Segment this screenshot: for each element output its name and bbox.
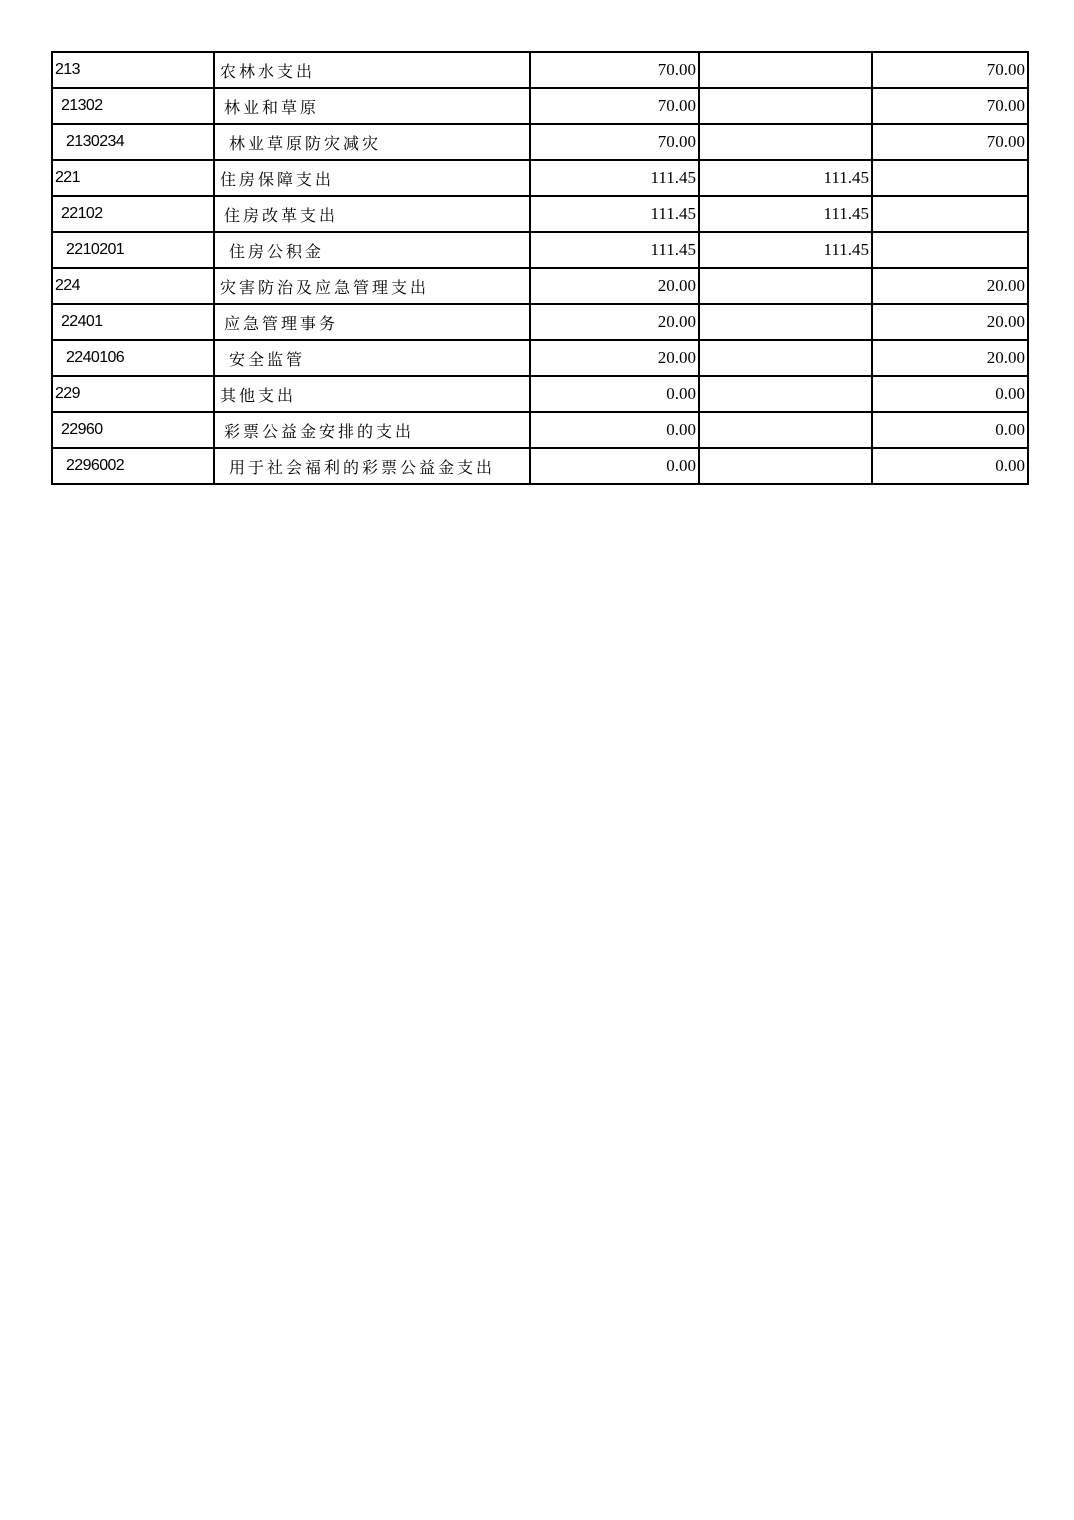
basic-expenditure-cell xyxy=(699,124,872,160)
total-amount-cell: 0.00 xyxy=(530,376,699,412)
total-amount-cell: 0.00 xyxy=(530,448,699,484)
basic-expenditure-cell xyxy=(699,52,872,88)
project-expenditure-cell xyxy=(872,232,1028,268)
subject-name-cell: 安全监管 xyxy=(214,340,530,376)
total-amount-cell: 20.00 xyxy=(530,268,699,304)
subject-code-cell: 221 xyxy=(52,160,214,196)
subject-code-cell: 22401 xyxy=(52,304,214,340)
subject-name-cell: 住房改革支出 xyxy=(214,196,530,232)
subject-name-cell: 用于社会福利的彩票公益金支出 xyxy=(214,448,530,484)
total-amount-cell: 111.45 xyxy=(530,196,699,232)
project-expenditure-cell: 20.00 xyxy=(872,304,1028,340)
project-expenditure-cell xyxy=(872,196,1028,232)
basic-expenditure-cell xyxy=(699,304,872,340)
total-amount-cell: 70.00 xyxy=(530,124,699,160)
total-amount-cell: 20.00 xyxy=(530,304,699,340)
project-expenditure-cell: 0.00 xyxy=(872,412,1028,448)
total-amount-cell: 0.00 xyxy=(530,412,699,448)
subject-name-cell: 应急管理事务 xyxy=(214,304,530,340)
basic-expenditure-cell xyxy=(699,376,872,412)
basic-expenditure-cell xyxy=(699,340,872,376)
table-row xyxy=(52,268,1028,304)
subject-code-cell: 229 xyxy=(52,376,214,412)
project-expenditure-cell: 20.00 xyxy=(872,268,1028,304)
basic-expenditure-cell xyxy=(699,268,872,304)
subject-code-cell: 22960 xyxy=(52,412,214,448)
subject-name-cell: 彩票公益金安排的支出 xyxy=(214,412,530,448)
subject-code-cell: 224 xyxy=(52,268,214,304)
table-row xyxy=(52,88,1028,124)
subject-name-cell: 农林水支出 xyxy=(214,52,530,88)
total-amount-cell: 111.45 xyxy=(530,232,699,268)
subject-code-cell: 2130234 xyxy=(52,124,214,160)
subject-code-cell: 2240106 xyxy=(52,340,214,376)
table-row xyxy=(52,340,1028,376)
expenditure-table xyxy=(51,51,1029,485)
basic-expenditure-cell: 111.45 xyxy=(699,160,872,196)
basic-expenditure-cell: 111.45 xyxy=(699,196,872,232)
project-expenditure-cell: 70.00 xyxy=(872,52,1028,88)
table-row xyxy=(52,160,1028,196)
basic-expenditure-cell: 111.45 xyxy=(699,232,872,268)
total-amount-cell: 20.00 xyxy=(530,340,699,376)
subject-name-cell: 灾害防治及应急管理支出 xyxy=(214,268,530,304)
subject-code-cell: 2210201 xyxy=(52,232,214,268)
project-expenditure-cell: 0.00 xyxy=(872,376,1028,412)
total-amount-cell: 70.00 xyxy=(530,88,699,124)
subject-code-cell: 22102 xyxy=(52,196,214,232)
budget-table-container xyxy=(51,51,1027,485)
subject-name-cell: 林业和草原 xyxy=(214,88,530,124)
table-row xyxy=(52,124,1028,160)
total-amount-cell: 70.00 xyxy=(530,52,699,88)
project-expenditure-cell: 70.00 xyxy=(872,88,1028,124)
basic-expenditure-cell xyxy=(699,88,872,124)
subject-code-cell: 21302 xyxy=(52,88,214,124)
table-row xyxy=(52,412,1028,448)
table-row xyxy=(52,448,1028,484)
total-amount-cell: 111.45 xyxy=(530,160,699,196)
table-row xyxy=(52,376,1028,412)
subject-name-cell: 林业草原防灾减灾 xyxy=(214,124,530,160)
basic-expenditure-cell xyxy=(699,448,872,484)
subject-name-cell: 住房公积金 xyxy=(214,232,530,268)
table-row xyxy=(52,196,1028,232)
subject-name-cell: 其他支出 xyxy=(214,376,530,412)
project-expenditure-cell: 0.00 xyxy=(872,448,1028,484)
table-row xyxy=(52,304,1028,340)
basic-expenditure-cell xyxy=(699,412,872,448)
table-row xyxy=(52,232,1028,268)
table-row xyxy=(52,52,1028,88)
subject-name-cell: 住房保障支出 xyxy=(214,160,530,196)
project-expenditure-cell: 70.00 xyxy=(872,124,1028,160)
table-body xyxy=(52,52,1028,484)
project-expenditure-cell: 20.00 xyxy=(872,340,1028,376)
project-expenditure-cell xyxy=(872,160,1028,196)
subject-code-cell: 2296002 xyxy=(52,448,214,484)
subject-code-cell: 213 xyxy=(52,52,214,88)
